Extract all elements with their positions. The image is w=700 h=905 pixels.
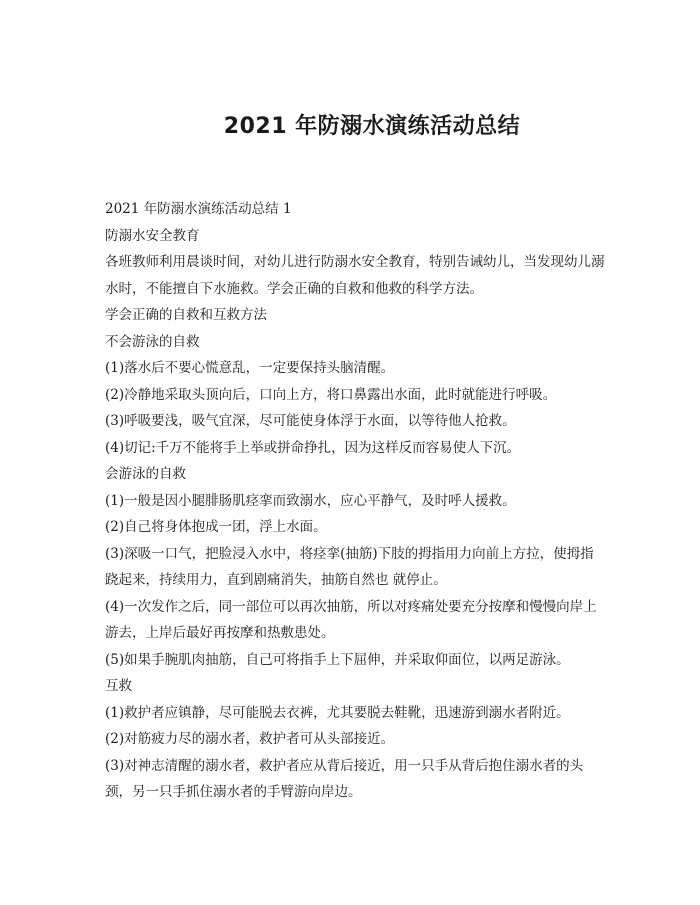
document-body [105, 196, 605, 806]
list-item: (4)一次发作之后，同一部位可以再次抽筋，所以对疼痛处要充分按摩和慢慢向岸上游去，上岸后最好再按摩和热敷患处。 [105, 598, 597, 641]
list-item: (3)对神志清醒的溺水者，救护者应从背后接近，用一只手从背后抱住溺水者的头颈，另一只手抓住溺水者的手臂游向岸边。 [105, 757, 584, 800]
section-heading: 2021 年防溺水演练活动总结 1 [105, 201, 292, 217]
list-item: (3)呼吸要浅，吸气宜深，尽可能使身体浮于水面，以等待他人抢救。 [105, 413, 516, 429]
document-title: 2021 年防溺水演练活动总结 [223, 114, 521, 139]
list-item: (1)一般是因小腿腓肠肌痉挛而致溺水，应心平静气，及时呼人援救。 [105, 492, 516, 509]
list-item: (3)深吸一口气，把脸浸入水中，将痉挛(抽筋)下肢的拇指用力向前上方拉，使拇指跷起来，持续用力，直到剧痛消失，抽筋自然也 就停止。 [105, 545, 594, 588]
subsection-heading: 学会正确的自救和互救方法 [105, 307, 267, 323]
list-item: (1)落水后不要心慌意乱，一定要保持头脑清醒。 [105, 360, 395, 376]
list-item: (4)切记:千万不能将手上举或拼命挣扎，因为这样反而容易使人下沉。 [105, 439, 521, 456]
subsection-heading: 防溺水安全教育 [105, 227, 200, 244]
list-item: (2)自己将身体抱成一团，浮上水面。 [105, 519, 327, 535]
subsection-heading: 不会游泳的自救 [105, 333, 200, 350]
list-item: (2)对筋疲力尽的溺水者，救护者可从头部接近。 [105, 731, 395, 747]
subsection-heading: 会游泳的自救 [105, 466, 186, 482]
subsection-heading: 互救 [105, 678, 132, 694]
list-item: (2)冷静地采取头顶向后，口向上方，将口鼻露出水面，此时就能进行呼吸。 [105, 386, 557, 403]
body-paragraph: 各班教师利用晨谈时间，对幼儿进行防溺水安全教育，特别告诫幼儿，当发现幼儿溺水时，不能擅自下水施救。学会正确的自救和他救的科学方法。 [105, 254, 605, 297]
list-item: (1)救护者应镇静，尽可能脱去衣裤，尤其要脱去鞋靴，迅速游到溺水者附近。 [105, 704, 570, 721]
list-item: (5)如果手腕肌肉抽筋，自己可将指手上下屈伸，并采取仰面位，以两足游泳。 [105, 651, 570, 668]
